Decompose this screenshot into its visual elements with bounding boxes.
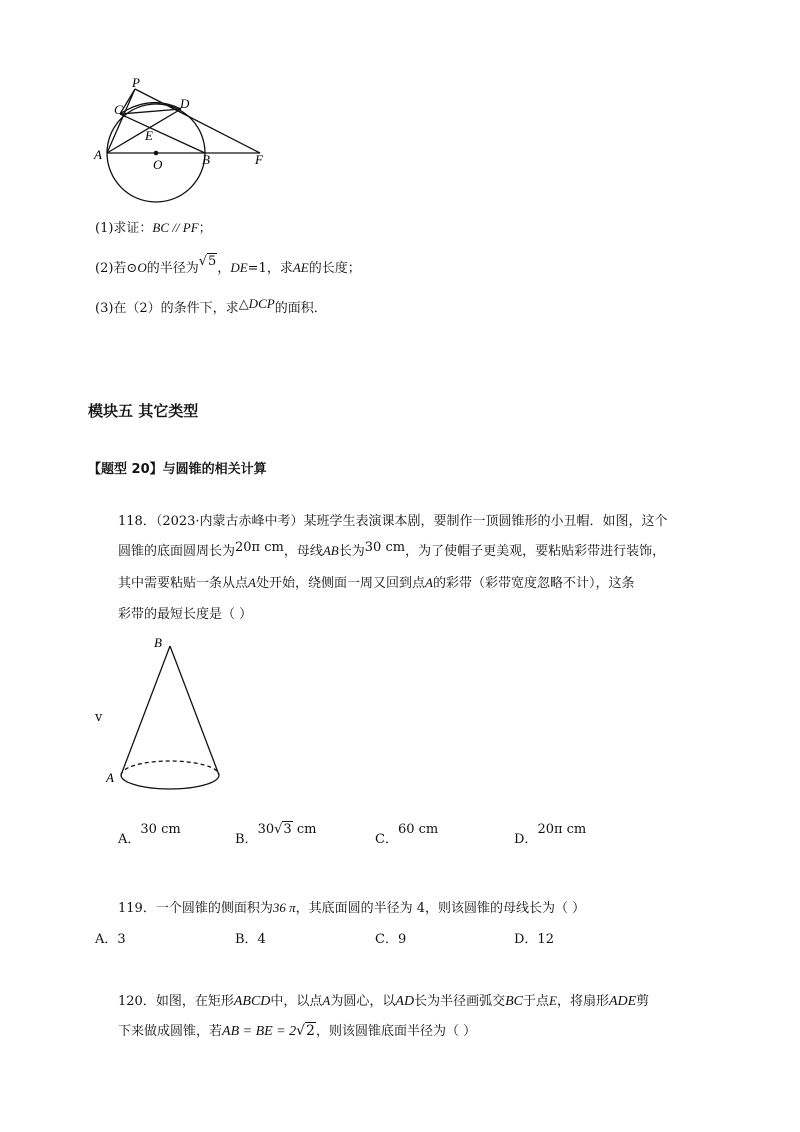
- q119-stem: 119．一个圆锥的侧面积为36 π，其底面圆的半径为 4，则该圆锥的母线长为（ ）: [118, 900, 586, 916]
- q119-option-a[interactable]: A．3: [95, 932, 126, 947]
- label-F: F: [255, 152, 263, 167]
- label-C: C: [114, 102, 123, 117]
- q120-line1: 120．如图，在矩形ABCD中，以点A为圆心，以AD长为半径画弧交BC于点E，将扇形ADE剪: [118, 993, 650, 1009]
- label-O: O: [153, 157, 163, 172]
- q119-option-c[interactable]: C．9: [375, 932, 407, 947]
- q117-part2: (2)若⊙O的半径为√5，DE=1，求AE的长度；: [95, 254, 361, 276]
- label-P: P: [132, 75, 140, 90]
- q118-option-a[interactable]: A．30 cm: [118, 822, 181, 847]
- q118-line3: 其中需要粘贴一条从点A处开始，绕侧面一周又回到点A的彩带（彩带宽度忽略不计），这条: [118, 575, 635, 591]
- q117-part3: (3)在（2）的条件下，求△DCP的面积．: [95, 296, 327, 316]
- q118-line2: 圆锥的底面圆周长为20π cm，母线AB长为30 cm，为了使帽子更美观，要粘贴彩带进行装饰，: [118, 540, 666, 559]
- type-title: 【题型 20】与圆锥的相关计算: [88, 462, 267, 477]
- q118-option-c[interactable]: C．60 cm: [375, 822, 439, 847]
- cone-label-B: B: [154, 635, 162, 650]
- q120-line2: 下来做成圆锥，若AB = BE = 2√2，则该圆锥底面半径为（ ）: [118, 1023, 477, 1039]
- circle-tangent-figure: [88, 72, 278, 207]
- cone-figure: [100, 630, 230, 795]
- module-title: 模块五 其它类型: [88, 402, 199, 420]
- q118-line1: 118．（2023·内蒙古赤峰中考）某班学生表演课本剧，要制作一顶圆锥形的小丑帽．如图，这个: [118, 514, 668, 529]
- label-B: B: [202, 152, 210, 167]
- q118-option-b[interactable]: B．30√3 cm: [235, 822, 317, 847]
- label-E: E: [145, 128, 153, 143]
- stray-mark: v: [95, 710, 103, 725]
- q118-line4: 彩带的最短长度是（ ）: [118, 607, 253, 622]
- label-D: D: [180, 96, 190, 111]
- sqrt-5: √5: [198, 254, 217, 269]
- q119-option-d[interactable]: D．12: [514, 932, 554, 947]
- cone-label-A: A: [106, 770, 114, 785]
- q117-part1: (1)求证：BC // PF；: [95, 220, 212, 236]
- label-A: A: [94, 147, 102, 162]
- q118-option-d[interactable]: D．20π cm: [514, 822, 587, 847]
- q119-option-b[interactable]: B．4: [235, 932, 266, 947]
